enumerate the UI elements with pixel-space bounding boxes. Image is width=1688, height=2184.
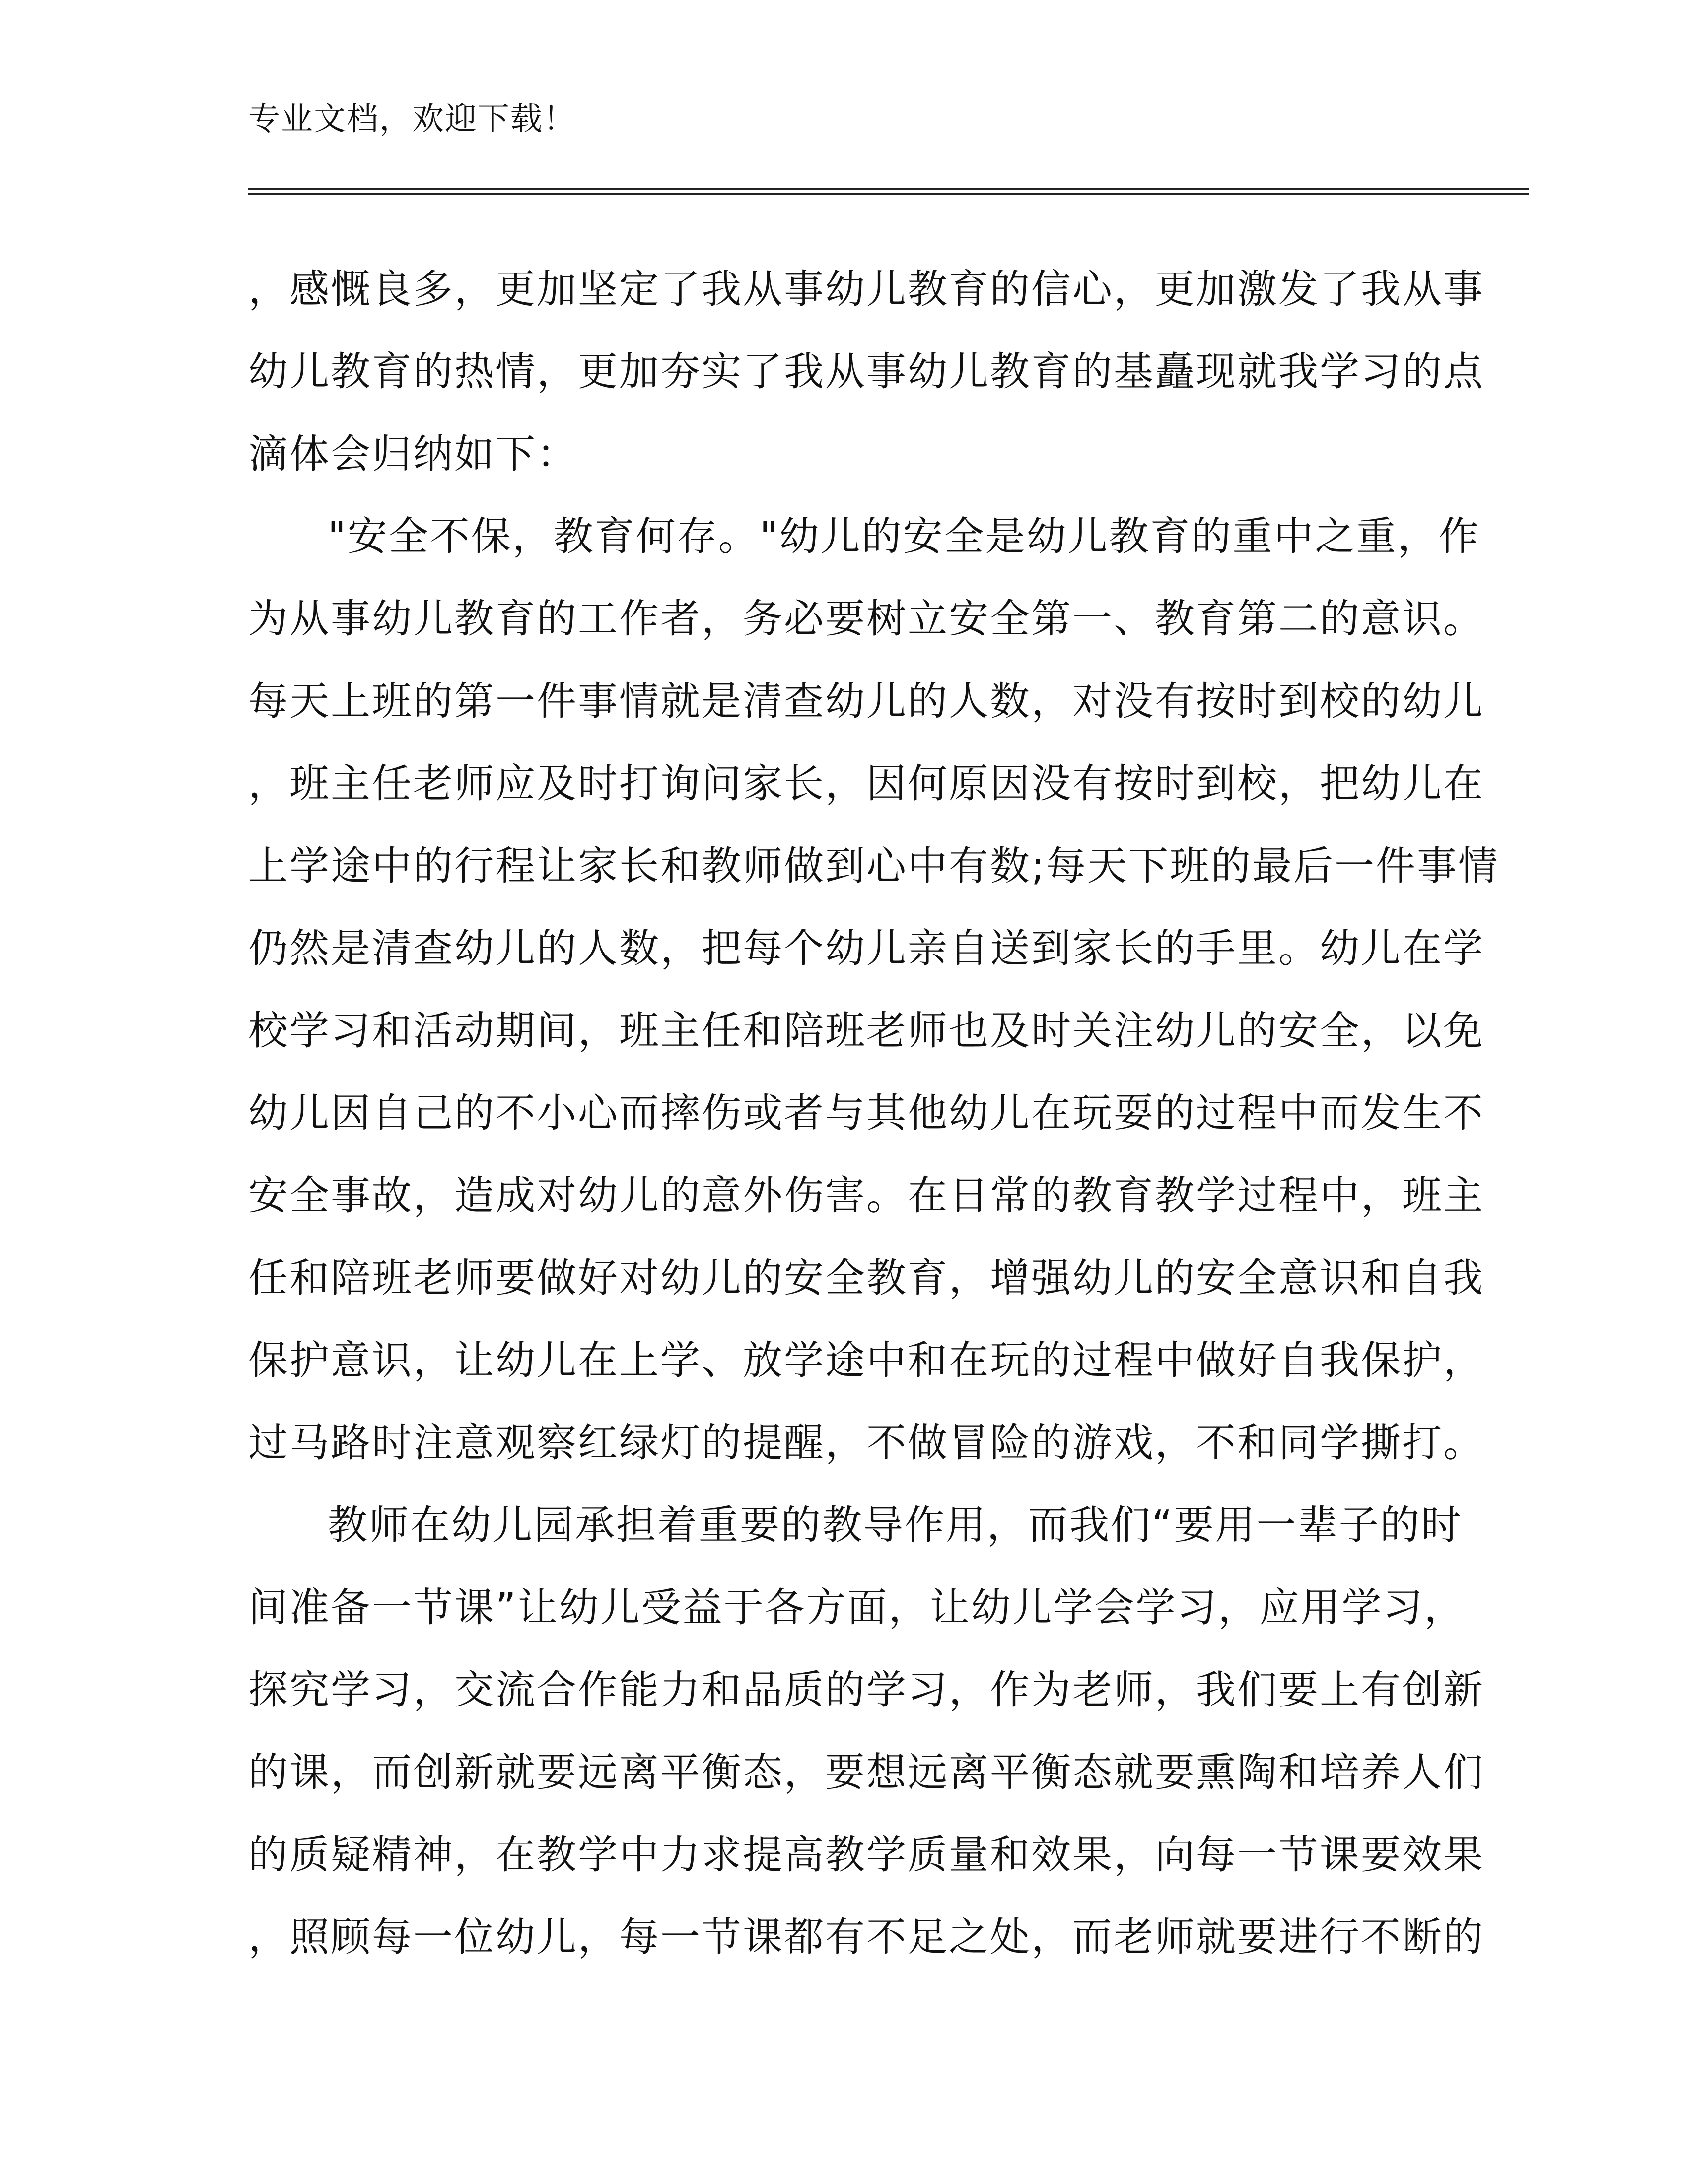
text-line: ，班主任老师应及时打询问家长，因何原因没有按时到校，把幼儿在 <box>248 760 1484 807</box>
text-line: 滴体会归纳如下： <box>248 431 578 477</box>
header-divider <box>248 188 1529 195</box>
text-line: 安全事故，造成对幼儿的意外伤害。在日常的教育教学过程中，班主 <box>248 1172 1484 1219</box>
text-line: 的质疑精神，在教学中力求提高教学质量和效果，向每一节课要效果 <box>248 1832 1484 1878</box>
text-line: 教师在幼儿园承担着重要的教导作用，而我们“要用一辈子的时 <box>328 1502 1463 1548</box>
text-line: ，感慨良多，更加坚定了我从事幼儿教育的信心，更加激发了我从事 <box>248 266 1484 312</box>
text-line: "安全不保，教育何存。"幼儿的安全是幼儿教育的重中之重，作 <box>328 513 1480 559</box>
text-line: 幼儿教育的热情，更加夯实了我从事幼儿教育的基矗现就我学习的点 <box>248 348 1484 395</box>
text-line: ，照顾每一位幼儿，每一节课都有不足之处，而老师就要进行不断的 <box>248 1914 1484 1960</box>
text-line: 过马路时注意观察红绿灯的提醒，不做冒险的游戏，不和同学撕打。 <box>248 1420 1484 1466</box>
text-line: 为从事幼儿教育的工作者，务必要树立安全第一、教育第二的意识。 <box>248 596 1484 642</box>
text-line: 幼儿因自己的不小心而摔伤或者与其他幼儿在玩耍的过程中而发生不 <box>248 1090 1484 1136</box>
text-line: 仍然是清查幼儿的人数，把每个幼儿亲自送到家长的手里。幼儿在学 <box>248 925 1484 971</box>
text-line: 探究学习，交流合作能力和品质的学习，作为老师，我们要上有创新 <box>248 1667 1484 1713</box>
text-line: 任和陪班老师要做好对幼儿的安全教育，增强幼儿的安全意识和自我 <box>248 1255 1484 1301</box>
text-line: 上学途中的行程让家长和教师做到心中有数;每天下班的最后一件事情 <box>248 843 1499 889</box>
page-header: 专业文档，欢迎下载！ <box>248 101 576 137</box>
body-text <box>248 248 1499 1979</box>
text-line: 间准备一节课”让幼儿受益于各方面，让幼儿学会学习，应用学习， <box>248 1584 1466 1631</box>
text-line: 每天上班的第一件事情就是清查幼儿的人数，对没有按时到校的幼儿 <box>248 678 1484 724</box>
text-line: 的课，而创新就要远离平衡态，要想远离平衡态就要熏陶和培养人们 <box>248 1749 1484 1795</box>
text-line: 校学习和活动期间，班主任和陪班老师也及时关注幼儿的安全，以免 <box>248 1008 1484 1054</box>
text-line: 保护意识，让幼儿在上学、放学途中和在玩的过程中做好自我保护， <box>248 1337 1484 1383</box>
